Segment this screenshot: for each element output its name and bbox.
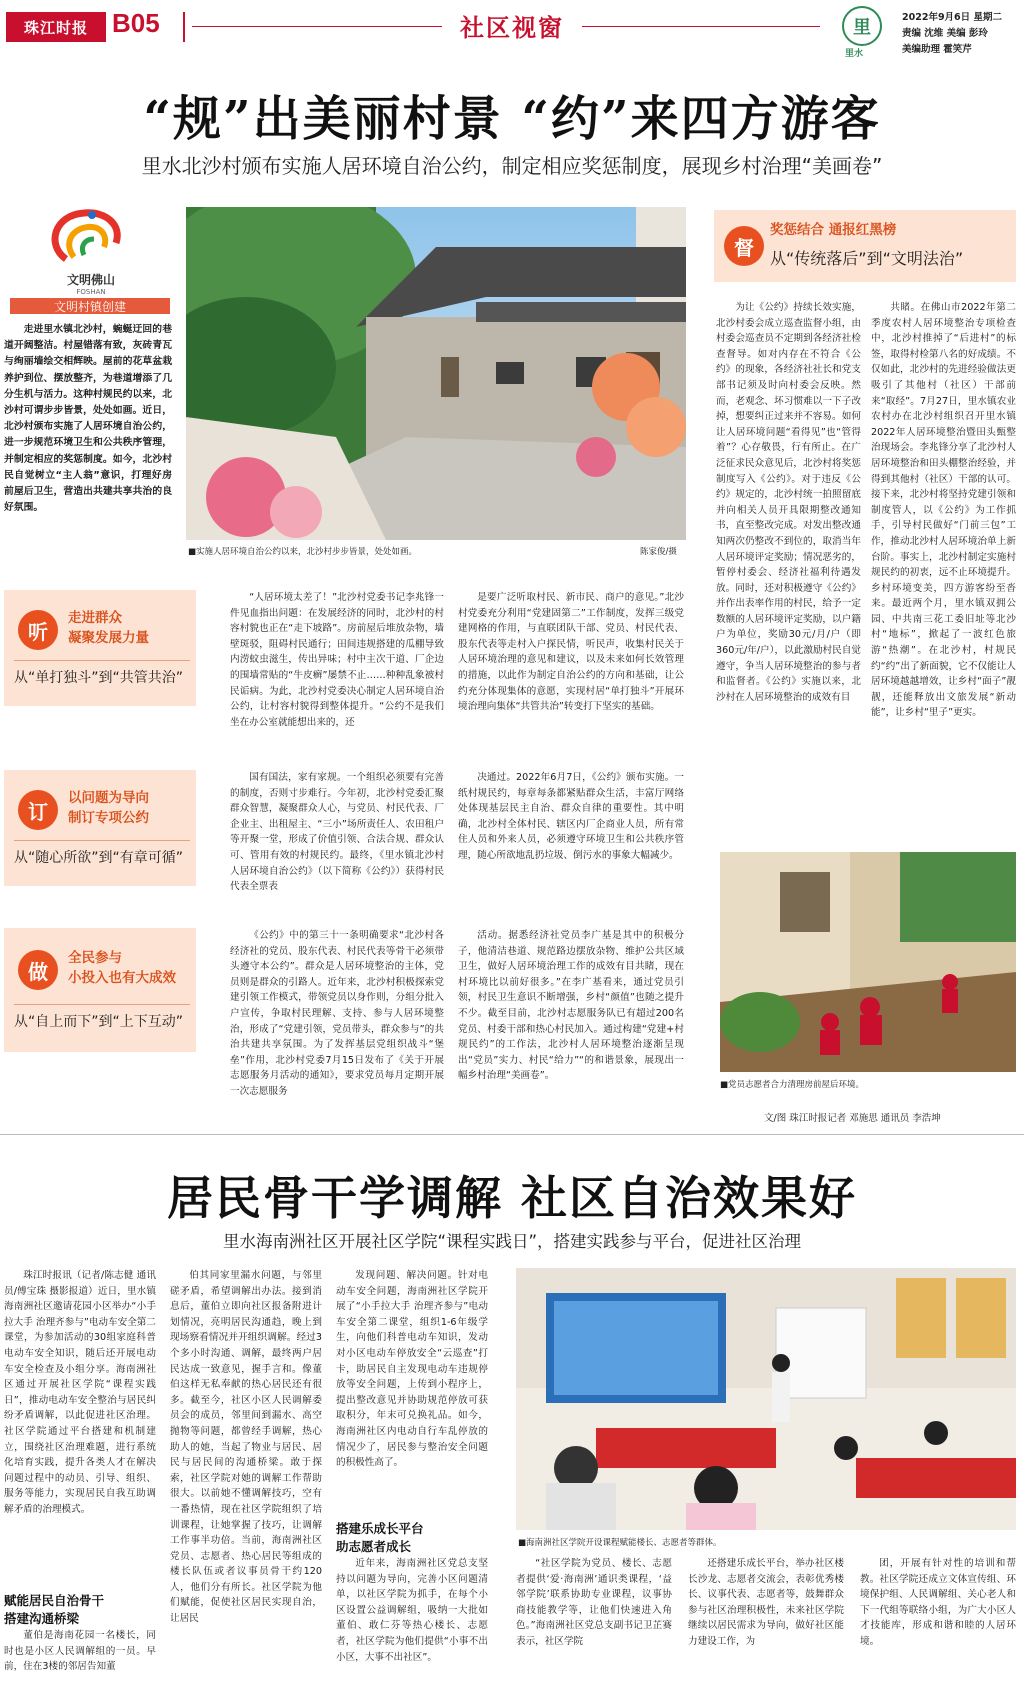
section-box-act <box>4 928 196 1052</box>
article2-col1 <box>4 1268 156 1678</box>
assistant-credit: 美编助理 霍笑芹 <box>902 44 972 55</box>
culture-logo-sub: FOSHAN <box>76 288 106 296</box>
article1-col-c1 <box>230 928 444 1104</box>
intro-paragraph: 走进里水镇北沙村，蜿蜒迂回的巷道开阔整洁。村屋错落有致，灰砖青瓦与绚丽墙绘交相辉映。屋前的花草盆栽养护到位、摆放整齐，为巷道增添了几分生机与活力。这种村规民约以来，北沙村可谓步步皆景，处处如画。近日，北沙村颁布实施了人居环境自治公约，进一步规范环境卫生和公共秩序管理，并制定相应的奖惩制度。如今，北沙村民自觉树立“主人翁”意识，打理好房前屋后卫生，营造出共建共享共治的良好氛围。 <box>4 324 172 514</box>
col1-subhead-1: 赋能居民自治骨干 <box>4 1593 105 1608</box>
classroom-photo-caption: ■海南洲社区学院开设课程赋能楼长、志愿者等群体。 <box>518 1538 722 1548</box>
act-title-1: 全民参与 <box>68 950 122 966</box>
page-number: B05 <box>112 8 160 38</box>
col-c1-text: 《公约》中的第三十一条明确要求“北沙村各经济社的党员、股东代表、村民代表等骨干必须带头遵守本公约”。群众是人居环境整治的主体，党员则是群众的引路人。近年来，北沙村积极探索党建引领工作模式，带领党员以身作则，分组分批入户宣传，争取村民理解、支持、参与人居环境整治，形成了“党建引领，党员带头，群众参与”的共治共建共享氛围。为了发挥基层党组织战斗“堡垒”作用，北沙村党委7月15日发布了《关于开展志愿服务月活动的通知》，要求党员每月定期开展一次志愿服务 <box>230 930 444 1097</box>
article-divider <box>0 1134 1024 1135</box>
article1-col-a1 <box>230 590 444 740</box>
col-c2-text: 活动。据悉经济社党员李广基是其中的积极分子，他清洁巷道、规范路边摆放杂物、维护公共区域卫生，做好人居环境治理工作的成效有目共睹，现在村环境比以前好很多。”在李广基看来，通过党员引领，村民卫生意识不断增强，乡村“颜值”也随之提升不少。截至目前，北沙村志愿服务队已有超过200名党员、村委干部和热心村民加入。通过构建“党建+村规民约”的工作法，北沙村人居环境整治逐渐呈现出“党员”实力、村民“给力”“的和谐景象，展现出一幅乡村治理“美画卷”。 <box>458 930 684 1082</box>
supervise-subtitle: 从“传统落后”到“文明法治” <box>770 249 964 268</box>
col3-subhead-1: 搭建乐成长平台 <box>336 1521 424 1536</box>
listen-subtitle: 从“单打独斗”到“共管共治” <box>14 660 190 687</box>
col-d1-text: 为让《公约》持续长效实施，北沙村委会成立巡查监督小组，由村委会巡查员不定期到各经济社检查督导。如对内存在不符合《公约》的现象，各经济社社长和党支部书记须及时向村委会反映。然而，老观念、坏习惯难以一下子改掉，想要纠正过来并不容易。如何让人居环境问题“看得见”也“管得着”？心存敬畏，行有所止。在广泛征求民众意见后，北沙村将奖惩制度写入《公约》。对于违反《公约》规定的，北沙村统一拍照留底并向相关人员开具限期整改通知书，直至整改完成。对发出整改通知两次仍整改不到位的，取消当年人居环境评定奖励；情况恶劣的，暂停村委会、经济社福利待遇发放。同时，还对积极遵守《公约》并作出表率作用的村民，给予一定数额的人居环境评定奖励，以户籍户为单位，奖励30元/月/户（即360元/年/户），以此激励村民自觉遵守，争当人居环境整治的参与者和监督者。《公约》实施以来，北沙村在人居环境整治的成效有目 <box>716 302 861 703</box>
culture-band: 文明村镇创建 <box>10 298 170 314</box>
listen-title-1: 走进群众 <box>68 610 122 626</box>
main-photo <box>186 207 686 540</box>
formulate-title-1: 以问题为导向 <box>68 790 149 806</box>
masthead <box>0 0 1024 59</box>
article1-headline: “规”出美丽村景 “约”来四方游客 <box>143 91 881 147</box>
col1-text: 珠江时报讯（记者/陈志健 通讯员/傅宝珠 摄影报道）近日，里水镇海南洲社区邀请花园小区举办“小手拉大手 治理齐参与”电动车安全第二课堂，为参加活动的30组家庭科普电动车安全知识，随后还开展电动车安全检查及小组分享。海南洲社区通过开展社区学院“课程实践日”，推动电动车安全整治与居民纠纷矛盾调解，以此促进社区治理。社区学院通过平台搭建和机制建立，围绕社区治理难题，进行系统化培育实践，提升各类人才在解决问题过程中的动员、引导、组织、服务等能力，实现居民自我互助调解矛盾的治理模式。 <box>4 1270 156 1515</box>
volunteer-photo <box>720 852 1016 1072</box>
article1-col-d1 <box>716 300 861 840</box>
editor-credit: 责编 沈维 美编 彭玲 <box>902 28 988 39</box>
issue-date: 2022年9月6日 星期二 <box>902 12 1002 23</box>
listen-title-2: 凝聚发展力量 <box>68 630 149 646</box>
col3-text: 发现问题、解决问题。针对电动车安全问题，海南洲社区学院开展了“小手拉大手 治理齐参与”电动车安全第二课堂，组织1-6年级学生，向他们科普电动车知识，发动对小区电动车停放安全“云巡查”打卡，助居民自主发现电动车违规停放等安全问题，上传到小程序上，提出整改意见并协助规范停放可获取积分，年末可兑换礼品。如今，海南洲社区内电动自行车乱停放的情况少了，居民参与整治安全问题的积极性高了。 <box>336 1270 488 1469</box>
brand-text: 里水 <box>845 49 864 59</box>
volunteer-photo-caption: ■党员志愿者合力清理房前屋后环境。 <box>720 1080 865 1090</box>
article1-col-b2 <box>458 770 684 910</box>
supervise-circle-icon: 督 <box>724 226 764 266</box>
supervise-title: 奖惩结合 通报红黑榜 <box>770 222 897 238</box>
col5-text: 还搭建乐成长平台，举办社区楼长沙龙、志愿者交流会，表彰优秀楼长、议事代表、志愿者等，鼓舞群众参与社区治理积极性，未来社区学院继续以居民需求为导向，做好社区能力建设工作，为 <box>688 1558 844 1647</box>
paper-logo: 珠江时报 <box>6 12 106 42</box>
date-block <box>902 10 1002 58</box>
article1-col-c2 <box>458 928 684 1104</box>
article2-col2 <box>170 1268 322 1678</box>
article2-subtitle: 里水海南洲社区开展社区学院“课程实践日”，搭建实践参与平台，促进社区治理 <box>222 1232 802 1251</box>
article2-col4 <box>516 1556 672 1678</box>
article1-subtitle: 里水北沙村颁布实施人居环境自治公约，制定相应奖惩制度，展现乡村治理“美画卷” <box>141 154 883 178</box>
culture-logo <box>36 205 146 296</box>
section-box-listen <box>4 590 196 706</box>
formulate-subtitle: 从“随心所欲”到“有章可循” <box>14 840 190 867</box>
article1-intro <box>4 322 172 562</box>
main-photo-credit: 陈家俊/摄 <box>640 547 677 557</box>
article1-col-a2 <box>458 590 684 740</box>
listen-circle-icon: 听 <box>18 610 58 650</box>
formulate-title-2: 制订专项公约 <box>68 810 149 826</box>
col-a1-text: “人居环境太差了！”北沙村党委书记李兆锋一件见血指出问题：在发展经济的同时，北沙村的村容村貌也正在“走下坡路”。房前屋后堆放杂物，墙壁斑驳，阻碍村民通行；田间违规搭建的瓜棚导致内涝蚊虫滋生，传出异味；村中主次干道、厂企边的围墙常贴的“牛皮癣”屡禁不止……种种乱象被村民诟病。为此，北沙村党委决心制定人居环境自治公约，让村容村貌得到整体提升。“公约不是我们坐在办公室就能想出来的，还 <box>230 592 444 728</box>
article1-col-b1 <box>230 770 444 910</box>
col-b1-text: 国有国法，家有家规。一个组织必须要有完善的制度，否则寸步难行。今年初，北沙村党委汇聚群众智慧，凝聚群众人心，与党员、村民代表、厂企业主、出租屋主、“三小”场所责任人、农田租户等开聚一堂，形成了价值引领、合法合规、群众认可、管用有效的村规民约。最终，《里水镇北沙村人居环境自治公约》（以下简称《公约》）获得村民代表全票表 <box>230 772 444 893</box>
main-photo-caption: ■实施人居环境自治公约以来，北沙村步步皆景，处处如画。 <box>188 547 418 557</box>
article1-col-d2 <box>871 300 1016 840</box>
header-divider <box>183 12 185 42</box>
act-circle-icon: 做 <box>18 950 58 990</box>
header-rule-left <box>192 26 442 27</box>
col-b2-text: 决通过。2022年6月7日，《公约》颁布实施。一纸村规民约，每章每条都紧贴群众生活，丰富厅网络处体现基层民主自治、群众自律的重要性。其中明确，北沙村全体村民、辖区内厂企商业人员，所有常住人员和外来人员，必须遵守环境卫生和公共秩序管理，随心所欲地乱扔垃圾、倒污水的事象大幅减少。 <box>458 772 684 861</box>
col-d2-text: 共睹。在佛山市2022年第二季度农村人居环境整治专项检查中，北沙村推掉了“后进村”的标签，取得村检第八名的好成绩。不仅如此，北沙村的先进经验做法更吸引了其他村（社区）干部前来“取经”。7月27日，里水镇农业农村办在北沙村组织召开里水镇2022年人居环境整治暨田头甄整治现场会。李兆锋分享了北沙村人居环境整治和田头棚整治经验，并得到其他村（社区）干部的认可。接下来，北沙村将坚持党建引领和制度管人，以《公约》为工作抓手，引导村民做好“门前三包”工作，推动北沙村人居环境治单上新台阶。事实上，北沙村制定实施村规民约的初衷，远不止环境提升。乡村环境变美，四方游客纷至沓来。最近两个月，里水镇双拥公园、中共南三花工委旧址等北沙村“地标”，掀起了一波红色旅游“热潮”。在北沙村，村规民约“约”出了新面貌，它不仅能让人居环境越越增效，让乡村“面子”靓靓，还能释放出文旅发展“新动能”，让乡村“里子”更实。 <box>871 302 1016 719</box>
article2-col3 <box>336 1268 488 1678</box>
col3-tail-text: 近年来，海南洲社区党总支坚持以问题为导向，完善小区问题清单，以社区学院为抓手，在每个小区设置公益调解组，吸纳一大批如董伯、敢仁芬等热心楼长、志愿者，社区学院为他们提供“小事不出小区，大事不出社区”。 <box>336 1558 488 1663</box>
act-title-2: 小投入也有大成效 <box>68 970 176 986</box>
col3-subhead-2: 助志愿者成长 <box>336 1539 412 1554</box>
col1-subhead-2: 搭建沟通桥梁 <box>4 1611 80 1626</box>
formulate-circle-icon: 订 <box>18 790 58 830</box>
col1-tail-text: 董伯是海南花园一名楼长，同时也是小区人民调解组的一员。早前，住在3楼的邻居告知董 <box>4 1630 156 1673</box>
act-subtitle: 从“自上而下”到“上下互动” <box>14 1004 190 1031</box>
col-a2-text: 是要广泛听取村民、新市民、商户的意见。”北沙村党委充分利用“党建固第二”工作制度，发挥三级党建网格的作用，与直联团队干部、党员、村民代表、股东代表等走村入户探民情，听民声，收集村民关于人居环境治理的意见和建议，以及未来如何长效管理的措施，以此作为制定自治公约的方向和基础，让公约充分体现集体的意愿，实现村居“单打独斗”开展环境治理向集体“共管共治”转变打下坚实的基础。 <box>458 592 684 713</box>
section-box-supervise <box>714 210 1016 282</box>
culture-logo-icon <box>36 205 146 269</box>
lishui-brand-icon: 里 <box>842 6 882 46</box>
col4-text: “社区学院为党员、楼长、志愿者提供‘爱·海南洲’通识类课程，‘益邻学院’联系协助专业课程，议事协商技能教学等，让他们快速进入角色。”海南洲社区党总支副书记卫芷赛表示，社区学院 <box>516 1558 672 1647</box>
section-box-formulate <box>4 770 196 886</box>
section-title: 社区视窗 <box>460 14 564 42</box>
col2-text: 伯其同家里漏水问题，与邻里磋矛盾，希望调解出办法。接到消息后，董伯立即向社区报备附进计划情况，亮明居民沟通趋，晚上到现场察看情况并开组织调解。经过3个多小时沟通、调解，最终两户居民达成一致意见，握手言和。像董伯这样无私奉献的热心居民还有很多。截至今，社区小区人民调解委员会的成员，邻里间到漏水、高空抛物等问题，都曾经手调解，热心助人的她，当起了物业与居民、居民与居民间的沟通桥梁。敢于探索，社区学院对她的调解工作帮助很大。以前她不懂调解技巧，空有一番热情，现在社区学院组织了培训课程，让她掌握了技巧，让调解工作事半功倍。当前，海南洲社区党员、志愿者、热心居民等组成的楼长队伍或者议事员骨干约120人，他们分有所长。社区学院为他们赋能，促使社区居民实现自治，让居民 <box>170 1270 322 1625</box>
culture-logo-text: 文明佛山 <box>66 273 115 287</box>
article2-col5 <box>688 1556 844 1678</box>
article2-col6 <box>860 1556 1016 1678</box>
article2-headline: 居民骨干学调解 社区自治效果好 <box>166 1171 857 1225</box>
header-rule-right <box>582 26 820 27</box>
classroom-photo <box>516 1268 1016 1530</box>
col6-text: 团，开展有针对性的培训和帮教。社区学院还成立文体宣传组、环境保护组、人民调解组、关心老人和下一代组等联络小组，为广大小区人才技能库，形成和谐和睦的人居环境。 <box>860 1558 1016 1647</box>
article1-byline: 文/图 珠江时报记者 邓施思 通讯员 李浩坤 <box>764 1113 941 1124</box>
